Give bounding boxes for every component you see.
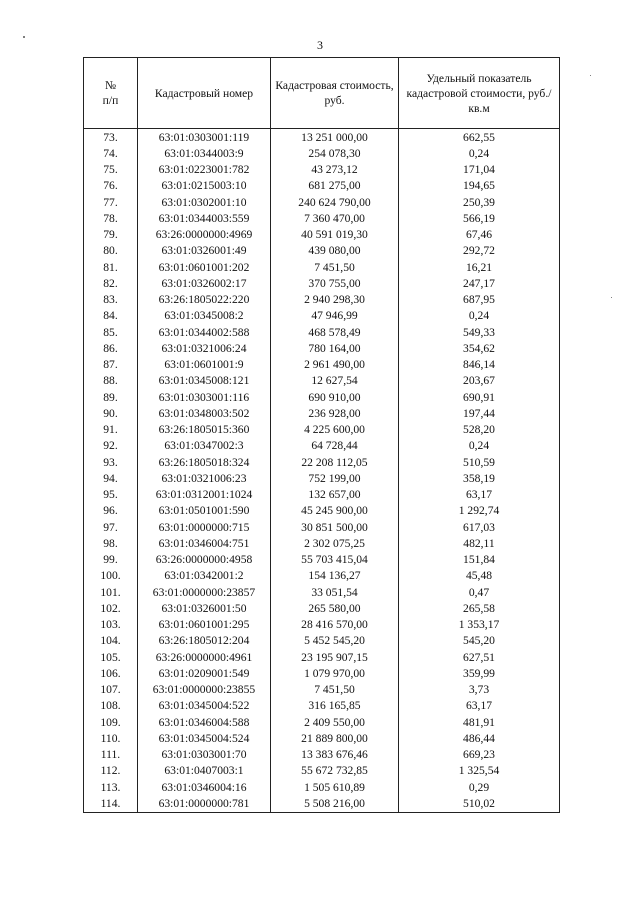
table-row [84,275,560,291]
cell-row-number: 89. [84,389,138,405]
cell-row-number: 112. [84,763,138,779]
cell-specific-value: 0,29 [399,779,560,795]
cell-cadastral-number: 63:01:0000000:781 [138,795,271,812]
table-row [84,227,560,243]
cell-specific-value: 265,58 [399,600,560,616]
cell-cadastral-value: 33 051,54 [271,584,399,600]
table-row [84,665,560,681]
cell-cadastral-number: 63:01:0347002:3 [138,438,271,454]
cell-cadastral-value: 752 199,00 [271,470,399,486]
cell-row-number: 87. [84,357,138,373]
cell-cadastral-number: 63:26:1805018:324 [138,454,271,470]
cell-cadastral-number: 63:01:0501001:590 [138,503,271,519]
header-cadastral-number: Кадастровый номер [138,58,271,129]
cell-specific-value: 63,17 [399,698,560,714]
cell-cadastral-value: 43 273,12 [271,162,399,178]
cell-cadastral-number: 63:01:0342001:2 [138,568,271,584]
table-row [84,552,560,568]
table-row [84,487,560,503]
table-row [84,389,560,405]
cell-specific-value: 687,95 [399,292,560,308]
table-row [84,584,560,600]
cell-row-number: 114. [84,795,138,812]
cell-row-number: 84. [84,308,138,324]
table-body [84,129,560,813]
cell-cadastral-value: 5 508 216,00 [271,795,399,812]
cell-specific-value: 669,23 [399,747,560,763]
cell-specific-value: 1 292,74 [399,503,560,519]
cell-row-number: 106. [84,665,138,681]
cell-specific-value: 510,59 [399,454,560,470]
table-row [84,178,560,194]
cell-cadastral-value: 240 624 790,00 [271,194,399,210]
cell-cadastral-value: 55 672 732,85 [271,763,399,779]
cell-cadastral-number: 63:26:0000000:4969 [138,227,271,243]
cell-row-number: 85. [84,324,138,340]
cell-row-number: 103. [84,617,138,633]
cell-row-number: 93. [84,454,138,470]
cell-cadastral-number: 63:01:0303001:116 [138,389,271,405]
cell-row-number: 94. [84,470,138,486]
cell-cadastral-value: 21 889 800,00 [271,730,399,746]
cell-row-number: 105. [84,649,138,665]
table-row [84,535,560,551]
cell-specific-value: 354,62 [399,340,560,356]
cell-specific-value: 151,84 [399,552,560,568]
cell-cadastral-number: 63:01:0302001:10 [138,194,271,210]
table-row [84,162,560,178]
cell-cadastral-number: 63:01:0000000:23855 [138,682,271,698]
cell-row-number: 78. [84,210,138,226]
table-row [84,357,560,373]
cell-specific-value: 171,04 [399,162,560,178]
table-row [84,779,560,795]
cell-cadastral-number: 63:01:0346004:751 [138,535,271,551]
cell-row-number: 83. [84,292,138,308]
cell-specific-value: 250,39 [399,194,560,210]
cell-row-number: 111. [84,747,138,763]
cell-cadastral-number: 63:01:0345008:121 [138,373,271,389]
cell-cadastral-value: 690 910,00 [271,389,399,405]
table-row [84,633,560,649]
table-row [84,714,560,730]
table-row [84,259,560,275]
cell-cadastral-value: 1 505 610,89 [271,779,399,795]
cell-cadastral-value: 236 928,00 [271,405,399,421]
cell-row-number: 101. [84,584,138,600]
table-row [84,243,560,259]
table-header [84,58,560,129]
cell-cadastral-value: 13 251 000,00 [271,129,399,146]
cell-cadastral-value: 7 451,50 [271,259,399,275]
scan-speck [23,36,25,38]
cell-specific-value: 481,91 [399,714,560,730]
cell-cadastral-number: 63:01:0344002:588 [138,324,271,340]
cell-cadastral-value: 47 946,99 [271,308,399,324]
table-row [84,324,560,340]
cell-cadastral-value: 4 225 600,00 [271,422,399,438]
cell-cadastral-number: 63:01:0326002:17 [138,275,271,291]
cell-specific-value: 247,17 [399,275,560,291]
cell-row-number: 108. [84,698,138,714]
cell-row-number: 75. [84,162,138,178]
cell-cadastral-number: 63:26:1805015:360 [138,422,271,438]
cell-specific-value: 545,20 [399,633,560,649]
header-specific-value: Удельный показатель кадастровой стоимости, руб./кв.м [399,58,560,129]
cell-specific-value: 690,91 [399,389,560,405]
cell-cadastral-value: 265 580,00 [271,600,399,616]
table-row [84,129,560,146]
table-row [84,698,560,714]
cell-cadastral-number: 63:01:0000000:23857 [138,584,271,600]
cell-cadastral-value: 5 452 545,20 [271,633,399,649]
cell-cadastral-value: 2 302 075,25 [271,535,399,551]
cell-cadastral-value: 1 079 970,00 [271,665,399,681]
cell-specific-value: 194,65 [399,178,560,194]
cell-specific-value: 486,44 [399,730,560,746]
cell-specific-value: 510,02 [399,795,560,812]
cell-cadastral-number: 63:01:0000000:715 [138,519,271,535]
cell-row-number: 76. [84,178,138,194]
cell-row-number: 86. [84,340,138,356]
cell-cadastral-number: 63:01:0344003:559 [138,210,271,226]
cell-cadastral-number: 63:01:0345004:524 [138,730,271,746]
cell-row-number: 88. [84,373,138,389]
cell-specific-value: 0,24 [399,145,560,161]
cell-cadastral-number: 63:01:0345008:2 [138,308,271,324]
cell-cadastral-number: 63:01:0326001:50 [138,600,271,616]
scan-speck [590,75,591,76]
cell-specific-value: 359,99 [399,665,560,681]
table-row [84,308,560,324]
cell-cadastral-number: 63:26:0000000:4958 [138,552,271,568]
cell-cadastral-number: 63:26:1805022:220 [138,292,271,308]
cell-cadastral-number: 63:01:0345004:522 [138,698,271,714]
cell-cadastral-value: 2 961 490,00 [271,357,399,373]
header-row-number: № п/п [84,58,138,129]
cell-cadastral-value: 370 755,00 [271,275,399,291]
cell-row-number: 109. [84,714,138,730]
cell-cadastral-value: 12 627,54 [271,373,399,389]
cell-row-number: 77. [84,194,138,210]
cell-row-number: 74. [84,145,138,161]
cell-row-number: 79. [84,227,138,243]
cell-cadastral-value: 55 703 415,04 [271,552,399,568]
table-row [84,568,560,584]
page-number: 3 [317,38,323,52]
cell-row-number: 80. [84,243,138,259]
cell-specific-value: 528,20 [399,422,560,438]
cell-cadastral-value: 64 728,44 [271,438,399,454]
cell-specific-value: 566,19 [399,210,560,226]
cell-cadastral-number: 63:01:0601001:295 [138,617,271,633]
cell-specific-value: 45,48 [399,568,560,584]
cell-row-number: 104. [84,633,138,649]
table-row [84,422,560,438]
cell-specific-value: 0,24 [399,438,560,454]
cell-specific-value: 197,44 [399,405,560,421]
cell-specific-value: 203,67 [399,373,560,389]
table-row [84,730,560,746]
cell-row-number: 110. [84,730,138,746]
cell-cadastral-number: 63:01:0348003:502 [138,405,271,421]
cell-cadastral-number: 63:01:0346004:16 [138,779,271,795]
cell-specific-value: 16,21 [399,259,560,275]
table-row [84,682,560,698]
cell-row-number: 81. [84,259,138,275]
cell-cadastral-number: 63:01:0312001:1024 [138,487,271,503]
cell-cadastral-number: 63:01:0407003:1 [138,763,271,779]
cell-row-number: 107. [84,682,138,698]
cell-cadastral-number: 63:26:1805012:204 [138,633,271,649]
table-row [84,454,560,470]
cell-cadastral-number: 63:01:0346004:588 [138,714,271,730]
cell-specific-value: 1 325,54 [399,763,560,779]
cell-cadastral-number: 63:01:0209001:549 [138,665,271,681]
cell-cadastral-number: 63:26:0000000:4961 [138,649,271,665]
cell-cadastral-value: 316 165,85 [271,698,399,714]
table-row [84,617,560,633]
cell-specific-value: 63,17 [399,487,560,503]
cell-row-number: 90. [84,405,138,421]
cell-cadastral-value: 2 409 550,00 [271,714,399,730]
cell-cadastral-value: 681 275,00 [271,178,399,194]
cell-cadastral-number: 63:01:0303001:70 [138,747,271,763]
cell-row-number: 99. [84,552,138,568]
table-row [84,292,560,308]
cell-cadastral-value: 439 080,00 [271,243,399,259]
table-row [84,340,560,356]
header-row [84,58,560,129]
cell-cadastral-value: 23 195 907,15 [271,649,399,665]
cell-cadastral-number: 63:01:0223001:782 [138,162,271,178]
table-row [84,438,560,454]
cell-row-number: 98. [84,535,138,551]
cell-specific-value: 0,47 [399,584,560,600]
cell-row-number: 92. [84,438,138,454]
cell-row-number: 97. [84,519,138,535]
cell-cadastral-value: 2 940 298,30 [271,292,399,308]
cell-row-number: 82. [84,275,138,291]
cell-cadastral-value: 468 578,49 [271,324,399,340]
cell-cadastral-number: 63:01:0326001:49 [138,243,271,259]
cell-specific-value: 0,24 [399,308,560,324]
cell-specific-value: 3,73 [399,682,560,698]
cell-row-number: 100. [84,568,138,584]
cell-cadastral-number: 63:01:0321006:24 [138,340,271,356]
table-row [84,519,560,535]
cell-specific-value: 549,33 [399,324,560,340]
cell-cadastral-value: 254 078,30 [271,145,399,161]
table-row [84,145,560,161]
cell-cadastral-number: 63:01:0344003:9 [138,145,271,161]
table-row [84,795,560,812]
cell-cadastral-value: 40 591 019,30 [271,227,399,243]
cell-cadastral-value: 28 416 570,00 [271,617,399,633]
scan-speck [611,297,612,298]
cell-specific-value: 67,46 [399,227,560,243]
cell-specific-value: 617,03 [399,519,560,535]
cell-cadastral-value: 780 164,00 [271,340,399,356]
cell-specific-value: 292,72 [399,243,560,259]
table-row [84,470,560,486]
header-cadastral-value: Кадастровая стоимость, руб. [271,58,399,129]
table-row [84,503,560,519]
cell-row-number: 113. [84,779,138,795]
cell-specific-value: 1 353,17 [399,617,560,633]
table-row [84,405,560,421]
cell-cadastral-number: 63:01:0215003:10 [138,178,271,194]
cell-row-number: 73. [84,129,138,146]
cell-cadastral-value: 132 657,00 [271,487,399,503]
table-row [84,649,560,665]
table-row [84,747,560,763]
cell-cadastral-value: 30 851 500,00 [271,519,399,535]
cell-row-number: 96. [84,503,138,519]
cell-cadastral-value: 7 451,50 [271,682,399,698]
table-row [84,373,560,389]
cell-specific-value: 627,51 [399,649,560,665]
cell-cadastral-value: 154 136,27 [271,568,399,584]
cell-specific-value: 846,14 [399,357,560,373]
table-row [84,763,560,779]
cell-cadastral-value: 22 208 112,05 [271,454,399,470]
cell-specific-value: 662,55 [399,129,560,146]
table-row [84,194,560,210]
cell-row-number: 102. [84,600,138,616]
cadastral-value-table [83,57,560,813]
cell-cadastral-number: 63:01:0303001:119 [138,129,271,146]
cell-cadastral-value: 13 383 676,46 [271,747,399,763]
table-row [84,600,560,616]
cell-specific-value: 358,19 [399,470,560,486]
cell-cadastral-value: 7 360 470,00 [271,210,399,226]
cell-row-number: 91. [84,422,138,438]
cell-cadastral-number: 63:01:0321006:23 [138,470,271,486]
cell-cadastral-number: 63:01:0601001:9 [138,357,271,373]
cell-cadastral-number: 63:01:0601001:202 [138,259,271,275]
cell-cadastral-value: 45 245 900,00 [271,503,399,519]
cell-specific-value: 482,11 [399,535,560,551]
cell-row-number: 95. [84,487,138,503]
table-row [84,210,560,226]
